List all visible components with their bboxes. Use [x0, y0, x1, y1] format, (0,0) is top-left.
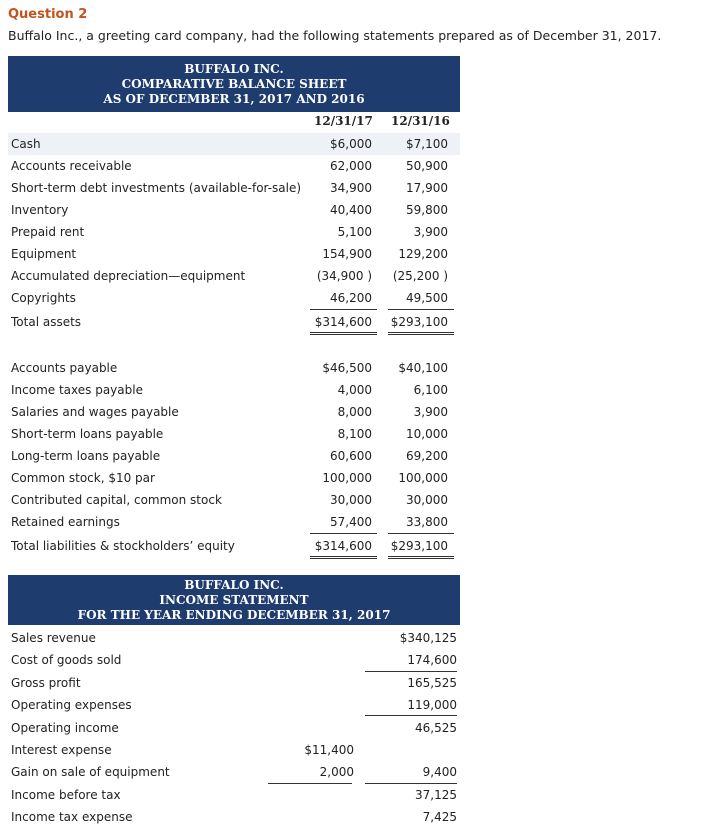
total-rule	[388, 556, 454, 557]
question-intro: Buffalo Inc., a greeting card company, had the following statements prepared as of December 31, 2017.	[8, 28, 662, 43]
liability-row	[8, 511, 460, 533]
is-title: INCOME STATEMENT	[159, 593, 309, 607]
balance-sheet-header	[8, 56, 460, 112]
value-2016: 50,900	[406, 159, 448, 173]
total-rule	[388, 332, 454, 333]
value-2017: 60,600	[330, 449, 372, 463]
outer-value: 165,525	[407, 676, 457, 690]
liability-row	[8, 445, 460, 467]
row-label: Inventory	[11, 203, 69, 217]
asset-row	[8, 155, 460, 177]
row-label: Accounts receivable	[11, 159, 132, 173]
subtotal-rule	[310, 533, 377, 534]
liability-row	[8, 357, 460, 379]
value-2017: 62,000	[330, 159, 372, 173]
subtotal-rule	[388, 533, 454, 534]
row-label: Income before tax	[11, 788, 121, 802]
value-2016: (25,200 )	[392, 269, 448, 283]
outer-value: 174,600	[407, 653, 457, 667]
liability-row	[8, 379, 460, 401]
income-row	[8, 649, 460, 671]
value-2016: $40,100	[398, 361, 448, 375]
value-2017: 57,400	[330, 515, 372, 529]
inner-value: 2,000	[319, 765, 354, 779]
value-2017: 46,200	[330, 291, 372, 305]
income-row	[8, 627, 460, 649]
value-2016: 3,900	[413, 225, 448, 239]
income-row	[8, 717, 460, 739]
value-2017: $6,000	[330, 137, 372, 151]
outer-value: 7,425	[422, 810, 457, 824]
value-2017: 34,900	[330, 181, 372, 195]
asset-row	[8, 265, 460, 287]
value-2016: $293,100	[390, 315, 448, 329]
income-row	[8, 761, 460, 783]
asset-row	[8, 199, 460, 221]
row-label: Contributed capital, common stock	[11, 493, 222, 507]
income-row	[8, 694, 460, 716]
income-row	[8, 806, 460, 828]
value-2016: 33,800	[406, 515, 448, 529]
outer-value: 37,125	[415, 788, 457, 802]
row-label: Equipment	[11, 247, 77, 261]
total-liabilities-row	[8, 535, 460, 557]
liability-row	[8, 489, 460, 511]
value-2017: 40,400	[330, 203, 372, 217]
value-2016: 69,200	[406, 449, 448, 463]
row-label: Gross profit	[11, 676, 81, 690]
liability-row	[8, 401, 460, 423]
row-label: Retained earnings	[11, 515, 120, 529]
total-rule	[310, 334, 377, 335]
bs-title: COMPARATIVE BALANCE SHEET	[121, 77, 347, 91]
asset-row	[8, 177, 460, 199]
total-assets-row	[8, 311, 460, 333]
total-rule	[310, 558, 377, 559]
asset-row	[8, 221, 460, 243]
value-2017: 5,100	[337, 225, 372, 239]
bs-company: BUFFALO INC.	[184, 62, 284, 76]
value-2016: $293,100	[390, 539, 448, 553]
income-row	[8, 739, 460, 761]
row-label: Accounts payable	[11, 361, 118, 375]
asset-row	[8, 243, 460, 265]
outer-value: 119,000	[407, 698, 457, 712]
row-label: Long-term loans payable	[11, 449, 161, 463]
subtotal-rule	[310, 309, 377, 310]
value-2017: 30,000	[330, 493, 372, 507]
value-2016: 17,900	[406, 181, 448, 195]
bs-date: AS OF DECEMBER 31, 2017 AND 2016	[103, 92, 365, 106]
asset-row	[8, 287, 460, 309]
total-rule	[310, 556, 377, 557]
liability-row	[8, 467, 460, 489]
col-header-2016: 12/31/16	[391, 114, 450, 128]
row-label: Accumulated depreciation—equipment	[11, 269, 246, 283]
row-label: Salaries and wages payable	[11, 405, 179, 419]
income-row	[8, 672, 460, 694]
row-label: Income taxes payable	[11, 383, 143, 397]
row-label: Short-term debt investments (available-for-sale)	[11, 181, 302, 195]
outer-value: 9,400	[422, 765, 457, 779]
subtotal-rule	[388, 309, 454, 310]
value-2016: 10,000	[406, 427, 448, 441]
asset-row	[8, 133, 460, 155]
value-2016: 49,500	[406, 291, 448, 305]
row-label: Copyrights	[11, 291, 76, 305]
value-2017: 8,100	[337, 427, 372, 441]
row-label: Total assets	[11, 315, 82, 329]
liability-row	[8, 423, 460, 445]
value-2016: 100,000	[398, 471, 448, 485]
row-label: Gain on sale of equipment	[11, 765, 170, 779]
row-label: Interest expense	[11, 743, 112, 757]
subtotal-rule	[365, 715, 457, 716]
value-2017: 4,000	[337, 383, 372, 397]
row-label: Operating income	[11, 721, 119, 735]
value-2017: (34,900 )	[316, 269, 372, 283]
value-2017: $314,600	[314, 539, 372, 553]
is-company: BUFFALO INC.	[184, 578, 284, 592]
value-2017: $314,600	[314, 315, 372, 329]
row-label: Income tax expense	[11, 810, 133, 824]
row-label: Cash	[11, 137, 41, 151]
outer-value: 46,525	[415, 721, 457, 735]
total-rule	[310, 332, 377, 333]
total-rule	[388, 558, 454, 559]
row-label: Cost of goods sold	[11, 653, 122, 667]
is-period: FOR THE YEAR ENDING DECEMBER 31, 2017	[77, 608, 391, 622]
row-label: Prepaid rent	[11, 225, 85, 239]
total-rule	[388, 334, 454, 335]
value-2016: 129,200	[398, 247, 448, 261]
value-2017: $46,500	[322, 361, 372, 375]
inner-value: $11,400	[304, 743, 354, 757]
row-label: Short-term loans payable	[11, 427, 164, 441]
row-label: Total liabilities & stockholders’ equity	[11, 539, 235, 553]
value-2017: 154,900	[322, 247, 372, 261]
value-2016: 59,800	[406, 203, 448, 217]
row-label: Sales revenue	[11, 631, 96, 645]
question-title: Question 2	[8, 7, 88, 22]
value-2016: 3,900	[413, 405, 448, 419]
value-2016: 6,100	[413, 383, 448, 397]
value-2016: 30,000	[406, 493, 448, 507]
value-2017: 100,000	[322, 471, 372, 485]
row-label: Common stock, $10 par	[11, 471, 155, 485]
income-row	[8, 784, 460, 806]
outer-value: $340,125	[399, 631, 457, 645]
col-header-2017: 12/31/17	[314, 114, 373, 128]
value-2016: $7,100	[406, 137, 448, 151]
income-statement-header	[8, 575, 460, 625]
value-2017: 8,000	[337, 405, 372, 419]
row-label: Operating expenses	[11, 698, 132, 712]
